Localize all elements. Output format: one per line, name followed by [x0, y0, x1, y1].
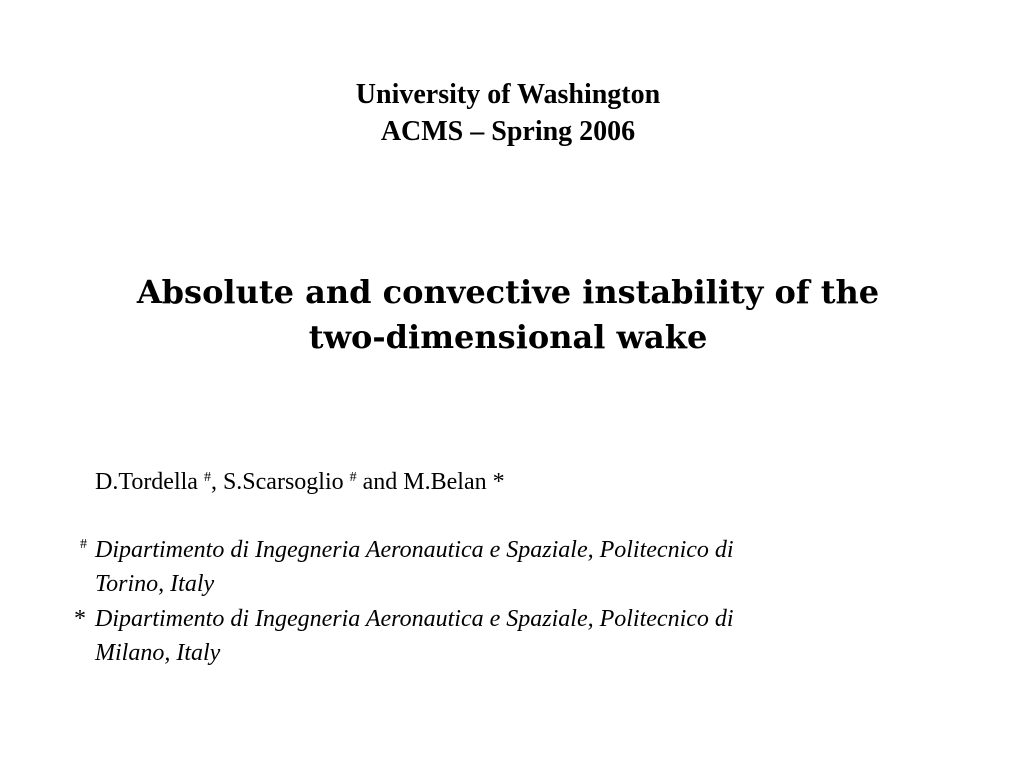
affiliation-mark: * — [492, 469, 505, 495]
slide-header — [0, 76, 1016, 150]
affiliation-line: Milano, Italy — [95, 640, 221, 666]
affiliation-line: Torino, Italy — [95, 571, 215, 597]
author-name: M.Belan — [403, 469, 487, 495]
author-name: S.Scarsoglio — [222, 469, 344, 495]
affiliation-mark: * — [74, 606, 86, 632]
affiliation-mark: # — [203, 470, 211, 485]
affiliation-mark: # — [349, 470, 357, 485]
author-name: D.Tordella — [95, 469, 198, 495]
author-list — [95, 466, 505, 498]
affiliation-1 — [80, 533, 734, 601]
title-line-2: two-dimensional wake — [308, 318, 708, 356]
course-name: ACMS – Spring 2006 — [380, 116, 636, 147]
institution-name: University of Washington — [355, 79, 661, 110]
affiliation-line: Dipartimento di Ingegneria Aeronautica e Spaziale, Politecnico di — [95, 606, 734, 632]
slide-title — [0, 270, 1016, 360]
author-separator: , — [210, 469, 223, 495]
title-line-1: Absolute and convective instability of the — [136, 273, 880, 311]
affiliation-2 — [74, 602, 734, 670]
author-separator: and — [356, 469, 404, 495]
affiliation-line: Dipartimento di Ingegneria Aeronautica e Spaziale, Politecnico di — [95, 537, 734, 563]
affiliation-mark: # — [80, 537, 87, 552]
